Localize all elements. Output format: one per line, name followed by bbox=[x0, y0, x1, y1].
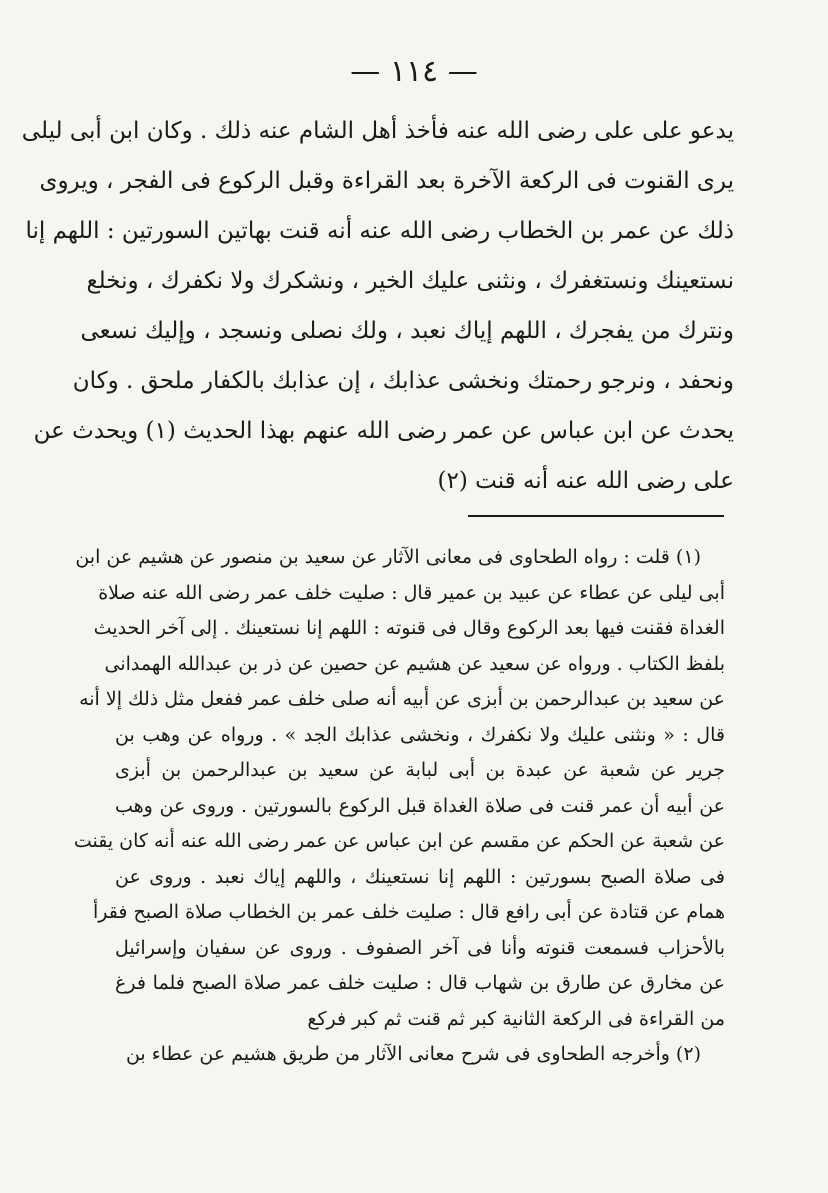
footnote-line: بالأحزاب فسمعت قنوته وأنا فى آخر الصفوف . وروى عن سفيان وإسرائيل bbox=[115, 936, 725, 959]
footnote-line: قال : « ونثنى عليك ولا نكفرك ، ونخشى عذابك الجد » . ورواه عن وهب بن bbox=[115, 723, 725, 746]
footnote-line: جرير عن شعبة عن عبدة بن أبى لبابة عن سعيد بن عبدالرحمن بن أبزى bbox=[115, 759, 725, 781]
page-number: — ١١٤ — bbox=[350, 54, 478, 89]
main-text-line: يدعو على على رضى الله عنه فأخذ أهل الشام عنه ذلك . وكان ابن أبى ليلى bbox=[21, 118, 734, 144]
main-text-line: على رضى الله عنه أنه قنت (٢) bbox=[437, 468, 734, 494]
footnote-line: الغداة فقنت فيها بعد الركوع وقال فى قنوته : اللهم إنا نستعينك . إلى آخر الحديث bbox=[93, 617, 725, 639]
main-text-line: يرى القنوت فى الركعة الآخرة بعد القراءة وقبل الركوع فى الفجر ، ويروى bbox=[39, 168, 734, 194]
footnote-line: من القراءة فى الركعة الثانية كبر ثم قنت ثم كبر فركع bbox=[307, 1007, 725, 1030]
main-text-line: نستعينك ونستغفرك ، ونثنى عليك الخير ، ونشكرك ولا نكفرك ، ونخلع bbox=[86, 268, 734, 294]
footnote-line: عن أبيه أن عمر قنت فى صلاة الغداة قبل الركوع بالسورتين . وروى عن وهب bbox=[115, 794, 725, 817]
footnote-line: أبى ليلى عن عطاء عن عبيد بن عمير قال : صليت خلف عمر رضى الله عنه صلاة bbox=[98, 581, 725, 604]
footnote-line: عن شعبة عن الحكم عن مقسم عن ابن عباس عن عمر رضى الله عنه أنه كان يقنت bbox=[73, 830, 725, 852]
footnotes-block bbox=[73, 540, 725, 1073]
footnote-line: عن مخارق عن طارق بن شهاب قال : صليت خلف عمر صلاة الصبح فلما فرغ bbox=[115, 972, 725, 994]
main-text-line: ذلك عن عمر بن الخطاب رضى الله عنه أنه قنت بهاتين السورتين : اللهم إنا bbox=[25, 218, 734, 244]
footnote-line: عن سعيد بن عبدالرحمن بن أبزى عن أبيه أنه صلى خلف عمر ففعل مثل ذلك إلا أنه bbox=[79, 688, 725, 710]
main-text-block bbox=[21, 106, 734, 506]
main-text-line: ونحفد ، ونرجو رحمتك ونخشى عذابك ، إن عذابك بالكفار ملحق . وكان bbox=[72, 368, 734, 394]
footnote-divider bbox=[468, 515, 724, 517]
main-text-line: ونترك من يفجرك ، اللهم إياك نعبد ، ولك نصلى ونسجد ، وإليك نسعى bbox=[80, 318, 734, 344]
footnote-line: فى صلاة الصبح بسورتين : اللهم إنا نستعينك ، واللهم إياك نعبد . وروى عن bbox=[115, 865, 725, 888]
footnote-line: همام عن قتادة عن أبى رافع قال : صليت خلف عمر بن الخطاب صلاة الصبح فقرأ bbox=[93, 901, 725, 923]
footnote-line: بلفظ الكتاب . ورواه عن سعيد عن هشيم عن حصين عن ذر بن عبدالله الهمدانى bbox=[104, 652, 725, 675]
footnote-line: (١) قلت : رواه الطحاوى فى معانى الآثار عن سعيد بن منصور عن هشيم عن ابن bbox=[75, 546, 701, 568]
footnote-line: (٢) وأخرجه الطحاوى فى شرح معانى الآثار من طريق هشيم عن عطاء بن bbox=[125, 1043, 701, 1065]
main-text-line: يحدث عن ابن عباس عن عمر رضى الله عنهم بهذا الحديث (١) ويحدث عن bbox=[33, 418, 734, 444]
